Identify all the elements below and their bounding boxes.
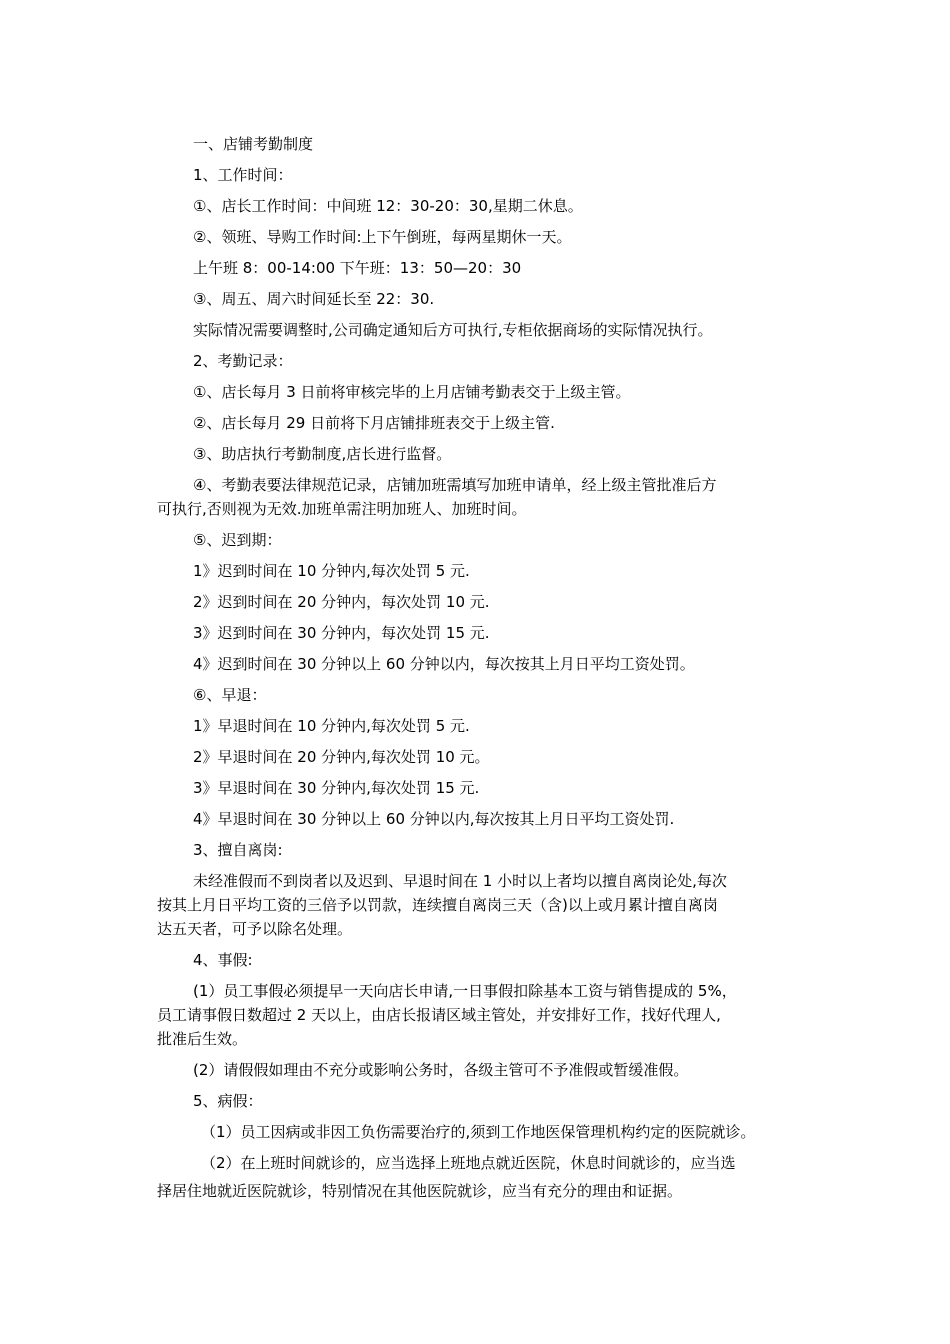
paragraph-line: ②、领班、导购工作时间:上下午倒班，每两星期休一天。 [193,228,572,246]
paragraph-line: ②、店长每月 29 日前将下月店铺排班表交于上级主管. [193,414,555,432]
paragraph-line: 1》早退时间在 10 分钟内,每次处罚 5 元. [193,717,470,735]
paragraph-line: ③、助店执行考勤制度,店长进行监督。 [193,445,452,463]
paragraph-line: ①、店长工作时间：中间班 12：30-20：30,星期二休息。 [193,197,583,215]
section-heading: 2、考勤记录： [193,352,293,370]
paragraph-line: ③、周五、周六时间延长至 22：30. [193,290,435,308]
document-title: 一、店铺考勤制度 [193,135,314,153]
paragraph-line: ①、店长每月 3 日前将审核完毕的上月店铺考勤表交于上级主管。 [193,383,631,401]
section-heading: 5、病假： [193,1092,263,1110]
paragraph-line: ⑥、早退： [193,686,267,704]
paragraph-line: 上午班 8：00-14:00 下午班：13：50—20：30 [193,259,522,277]
paragraph-line: ⑤、迟到期： [193,531,282,549]
paragraph-line: 2》早退时间在 20 分钟内,每次处罚 10 元。 [193,748,490,766]
paragraph-line: ④、考勤表要法律规范记录，店铺加班需填写加班申请单，经上级主管批准后方 [193,476,717,494]
paragraph-line: 2》迟到时间在 20 分钟内，每次处罚 10 元. [193,593,490,611]
paragraph-line: (2）请假假如理由不充分或影响公务时，各级主管可不予准假或暂缓准假。 [193,1061,689,1079]
paragraph-line: （2）在上班时间就诊的，应当选择上班地点就近医院，休息时间就诊的，应当选 [201,1154,736,1172]
paragraph-line: 达五天者，可予以除名处理。 [157,920,353,938]
paragraph-line: 4》早退时间在 30 分钟以上 60 分钟以内,每次按其上月日平均工资处罚. [193,810,675,828]
paragraph-line: 1》迟到时间在 10 分钟内,每次处罚 5 元. [193,562,470,580]
paragraph-line: 未经准假而不到岗者以及迟到、早退时间在 1 小时以上者均以擅自离岗论处,每次 [193,872,727,890]
section-heading: 1、工作时间： [193,166,293,184]
section-heading: 4、事假: [193,951,253,969]
paragraph-line: （1）员工因病或非因工负伤需要治疗的,须到工作地医保管理机构约定的医院就诊。 [201,1123,756,1141]
paragraph-line: 批准后生效。 [157,1030,248,1048]
paragraph-line: 按其上月日平均工资的三倍予以罚款，连续擅自离岗三天（含)以上或月累计擅自离岗 [157,896,718,914]
paragraph-line: 择居住地就近医院就诊，特别情况在其他医院就诊，应当有充分的理由和证据。 [157,1182,683,1200]
paragraph-line: 可执行,否则视为无效.加班单需注明加班人、加班时间。 [157,500,527,518]
paragraph-line: 实际情况需要调整时,公司确定通知后方可执行,专柜依据商场的实际情况执行。 [193,321,713,339]
paragraph-line: (1）员工事假必须提早一天向店长申请,一日事假扣除基本工资与销售提成的 5%， [193,982,737,1000]
paragraph-line: 员工请事假日数超过 2 天以上，由店长报请区域主管处，并安排好工作，找好代理人, [157,1006,721,1024]
paragraph-line: 3》早退时间在 30 分钟内,每次处罚 15 元. [193,779,480,797]
paragraph-line: 4》迟到时间在 30 分钟以上 60 分钟以内，每次按其上月日平均工资处罚。 [193,655,695,673]
section-heading: 3、擅自离岗: [193,841,283,859]
paragraph-line: 3》迟到时间在 30 分钟内，每次处罚 15 元. [193,624,490,642]
